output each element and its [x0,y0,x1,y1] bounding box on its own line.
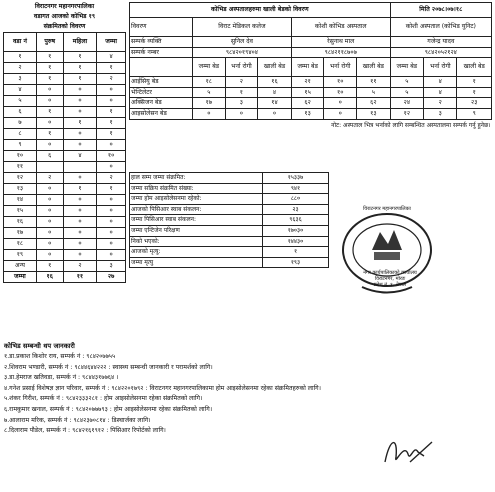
summary-row [130,215,329,226]
ward-col-header: जम्मा [97,33,126,52]
ward-col-header: पुरुष [36,33,63,52]
ward-cell: १ [63,63,97,74]
ward-row [4,96,126,107]
summary-value: २३ [263,204,329,215]
contact-item: ४.गनेश प्रसाई विशेषज्ञ ज्ञान परिवार, सम्पर्क नं : ९८४२२०१७९२ : विराटनगर महानगरपालिकामा होम आइसोलेसनमा रहेका संक्रमितहरुको लागि। [4,384,322,392]
detail-header: विवरण [130,18,193,37]
ward-cell: ० [36,85,63,96]
bed-count: १ [457,87,492,98]
ward-row [4,250,126,261]
bed-subheader: खाली बेड [357,58,391,77]
bed-count: १ [457,77,492,88]
ward-title-line3: संक्रमितको विवरण [43,23,86,30]
ward-title-line2: वडागत आजको कोभिड १९ [33,13,96,20]
hospital-name: कोशी अस्पताल (कोभिड युनिट) [390,18,491,37]
bed-count: ५ [193,87,226,98]
ward-cell: अन्य [4,261,37,272]
ward-row [4,118,126,129]
ward-cell: १ [97,129,126,140]
summary-container [129,172,329,268]
bed-count: ४ [258,87,292,98]
ward-cell: २ [63,261,97,272]
ward-cell: ० [36,140,63,151]
stamp-text [350,270,430,288]
summary-row [130,194,329,205]
ward-cell: ० [63,217,97,228]
summary-value: ९६३६ [263,215,329,226]
stamp-line: नगर कार्यपालिकाको कार्यालय [363,270,417,276]
ward-cell: १ [36,52,63,63]
ward-cell: १ [63,118,97,129]
ward-total-cell: जम्मा [4,272,37,283]
bed-count: १३ [357,108,391,119]
ward-cell [63,162,97,173]
summary-label: आजको पिसिआर स्वाब संकलन: [130,204,263,215]
summary-label: जम्मा मृत्यु [130,257,263,268]
ward-cell: ० [97,162,126,173]
ward-cell: ० [63,173,97,184]
contacts-list [4,352,492,437]
bed-type-label: आइसोलेसन बेड [130,108,193,119]
ward-cell: ० [97,96,126,107]
bed-count: १८ [193,77,226,88]
ward-cell: १ [36,261,63,272]
bed-count: ० [225,108,258,119]
summary-value: ८८० [263,194,329,205]
contact-item: ३.डा.हेमराज खतिवडा, सम्पर्क नं : ९८४४३१७७६४ । [4,374,119,382]
ward-cell: १ [36,63,63,74]
ward-cell: २ [4,63,37,74]
bed-subheader: खाली बेड [258,58,292,77]
contacts-title: कोभिड सम्बन्धी थप जानकारी [4,342,75,350]
bed-count: ० [258,108,292,119]
stamp-top-text: विराटनगर महानगरपालिका [363,206,411,212]
ward-row [4,206,126,217]
bed-count: ६२ [357,98,391,109]
contact-item: २.शिवराम भण्डारी, सम्पर्क नं : ९८४४६४४२२२ : स्वास्थ्य सम्बन्धी जानकारी र परामर्शको लागि। [4,363,213,371]
hospital-table-container [129,2,492,132]
contact-number: ९८४२११८७०७ [291,47,390,58]
ward-cell: १५ [4,206,37,217]
summary-table [129,172,329,268]
ward-cell: ० [63,206,97,217]
summary-row [130,204,329,215]
ward-cell: ० [36,217,63,228]
ward-cell: ५ [4,96,37,107]
ward-cell: २ [97,74,126,85]
hospital-table [129,2,492,132]
summary-label: जम्मा सक्रिय संक्रमित संख्या: [130,183,263,194]
ward-cell: ० [97,228,126,239]
ward-col-header: वडा नं [4,33,37,52]
ward-cell: ० [36,239,63,250]
ward-cell: ० [36,118,63,129]
ward-cell: ७ [4,118,37,129]
ward-cell: २ [36,173,63,184]
contact-person: रेसुनाथ माल [291,37,390,48]
bed-subheader: भर्ना रोगी [424,58,457,77]
bed-type-label: अक्सिजन बेड [130,98,193,109]
ward-cell: ३ [97,261,126,272]
bed-count: ४ [424,87,457,98]
summary-label: आजको मृत्यु: [130,247,263,258]
ward-cell: १ [4,52,37,63]
ward-cell: १ [97,184,126,195]
bed-subheader: खाली बेड [457,58,492,77]
ward-cell: ४ [97,52,126,63]
ward-total-cell: २७ [97,272,126,283]
ward-cell: ९ [4,140,37,151]
contact-number: ९८४२०१९४०४ [193,47,292,58]
ward-row [4,173,126,184]
ward-row [4,184,126,195]
ward-cell: ० [63,96,97,107]
ward-row [4,85,126,96]
summary-label: जम्मा पिसिआर स्वाब संकलन: [130,215,263,226]
summary-value: १४४३० [263,236,329,247]
ward-col-header: महिला [63,33,97,52]
ward-cell: ८ [4,129,37,140]
bed-type-label: भेन्टिलेटर [130,87,193,98]
bed-count: १७ [193,98,226,109]
bed-count: १ [225,87,258,98]
bed-count: १३ [291,108,324,119]
ward-cell: ० [36,250,63,261]
bed-count: ० [324,108,357,119]
ward-cell: ० [97,195,126,206]
stamp-line: प्रदेश नं. १, नेपाल [373,282,407,288]
ward-row [4,239,126,250]
summary-row [130,236,329,247]
ward-row [4,140,126,151]
bed-count: २ [225,77,258,88]
bed-row [130,98,492,109]
ward-cell: ४ [4,85,37,96]
ward-title-line1: विराटनगर महानगरपालिका [34,3,95,10]
summary-value: १७०३० [263,225,329,236]
ward-cell: ३ [4,74,37,85]
ward-table-title [4,2,126,33]
ward-cell: ० [63,107,97,118]
contact-item: १.डा.प्रकाश किशोर राय, सम्पर्क नं : ९८४२०७७५५ [4,353,116,360]
ward-table [3,2,126,283]
ward-row [4,217,126,228]
ward-cell: ४ [63,151,97,162]
ward-cell: ० [63,85,97,96]
summary-label: जम्मा होम आइसोलेसनमा रहेको: [130,194,263,205]
bed-count: ० [193,108,226,119]
ward-cell: ० [97,250,126,261]
contact-person-label: सम्पर्क व्यक्ति [130,37,193,48]
ward-cell: ६ [36,151,63,162]
ward-cell: १२ [4,173,37,184]
summary-value: १ [263,247,329,258]
bed-count: ५ [357,87,391,98]
contact-item: ७.आलाराम मरिक, सम्पर्क नं : ९८४२३७०८१४ : डिस्चार्जका लागि। [4,416,151,424]
bed-count: ५ [390,87,423,98]
contact-number-label: सम्पर्क नम्बर [130,47,193,58]
contact-person: सुनिल देव [193,37,292,48]
bed-row [130,87,492,98]
contact-item: ८.दिलाराम पौडेल, सम्पर्क नं : ९८४२१६१९१२ : पिसिआर रिपोर्टको लागि। [4,427,166,435]
summary-row [130,173,329,184]
ward-cell: ० [63,140,97,151]
contact-number: ९८४२०५२१२४ [390,47,491,58]
bed-count: २४ [390,98,423,109]
bed-count: १० [324,77,357,88]
ward-cell: १ [63,184,97,195]
ward-row [4,74,126,85]
ward-cell: ० [36,195,63,206]
bed-count: ४ [424,77,457,88]
summary-value: ९४१ [263,183,329,194]
ward-cell: १ [36,129,63,140]
bed-count: ११ [357,77,391,88]
bed-row [130,77,492,88]
contact-item: ६.रामकुमार खनाल, सम्पर्क नं : ९८४२०७७७९३ : होम आइसोलेसनमा रहेका संक्रमितको लागि। [4,405,213,413]
summary-value: १५३३७ [263,173,329,184]
report-date: मिति २०७८।०७।१८ [390,3,491,18]
ward-cell: २ [97,173,126,184]
summary-row [130,183,329,194]
subheader-blank [130,58,193,77]
contact-person: गजेन्द्र यादव [390,37,491,48]
ward-cell: १० [4,151,37,162]
signature-graphic [380,432,440,472]
bed-count: २ [424,98,457,109]
ward-row [4,63,126,74]
ward-cell: १७ [4,228,37,239]
ward-cell: १ [97,118,126,129]
ward-cell: ० [63,195,97,206]
bed-subheader: भर्ना रोगी [225,58,258,77]
ward-row [4,195,126,206]
bed-count: ६२ [291,98,324,109]
bed-type-label: आईसियु बेड [130,77,193,88]
ward-cell: १० [97,151,126,162]
ward-cell: ० [36,228,63,239]
summary-row [130,247,329,258]
bed-count: ३ [424,108,457,119]
stamp-line: विराटनगर, मोरङ [374,276,406,282]
ward-cell [36,162,63,173]
ward-row [4,107,126,118]
ward-total-cell: १६ [36,272,63,283]
signature [380,432,440,476]
ward-cell: ० [36,206,63,217]
ward-cell: ० [63,129,97,140]
ward-row [4,162,126,173]
ward-cell: १ [97,107,126,118]
ward-cell: ११ [4,162,37,173]
summary-row [130,225,329,236]
ward-row [4,261,126,272]
bed-count: ३ [225,98,258,109]
bed-count: ९ [457,108,492,119]
ward-cell: ० [97,140,126,151]
contact-item: ५.शंकर गिरीश, सम्पर्क नं : ९८४२३३३२८१ : होम आइसोलेसनमा रहेका संक्रमितको लागि। [4,395,203,403]
bed-count: १६ [258,77,292,88]
ward-row [4,52,126,63]
ward-cell: ० [97,85,126,96]
summary-label: निको भएको: [130,236,263,247]
ward-cell: ० [97,217,126,228]
ward-total-cell: ११ [63,272,97,283]
ward-cell: १ [63,74,97,85]
ward-cell: १ [63,52,97,63]
bed-subheader: जम्मा बेड [390,58,423,77]
bed-count: २१ [291,77,324,88]
ward-cell: १३ [4,184,37,195]
ward-cell: १८ [4,239,37,250]
ward-table-container [3,2,126,283]
bed-count: १४ [258,98,292,109]
bed-subheader: भर्ना रोगी [324,58,357,77]
ward-cell: ० [36,184,63,195]
ward-cell: ० [63,228,97,239]
bed-count: १२ [390,108,423,119]
bed-subheader: जम्मा बेड [193,58,226,77]
ward-cell: १६ [4,217,37,228]
bed-count: १५ [291,87,324,98]
summary-label: जम्मा एन्टिजेन परिक्षण [130,225,263,236]
hospital-name: कोशी कोभिड अस्पताल [291,18,390,37]
bed-row [130,108,492,119]
ward-cell: ० [63,239,97,250]
hospital-name: विराट मेडिकल कलेज [193,18,292,37]
bed-count: ० [324,98,357,109]
ward-cell: १९ [4,250,37,261]
ward-cell: ० [63,250,97,261]
ward-cell: ० [97,206,126,217]
bed-count: १० [324,87,357,98]
bed-count: २३ [457,98,492,109]
summary-label: हाल सम्म जम्मा संक्रमित: [130,173,263,184]
hospital-table-title: कोभिड अस्पतालहरुमा खाली बेडको विवरण [130,3,391,18]
summary-value: १९३ [263,257,329,268]
official-stamp [332,202,442,302]
contacts-section [4,341,492,437]
ward-cell: १४ [4,195,37,206]
ward-cell: ० [97,239,126,250]
ward-row [4,129,126,140]
ward-cell: ० [36,96,63,107]
bed-subheader: जम्मा बेड [291,58,324,77]
ward-cell: १ [36,107,63,118]
ward-cell: ६ [4,107,37,118]
ward-row [4,151,126,162]
bed-count: ५ [390,77,423,88]
ward-cell: १ [36,74,63,85]
hospital-note: नोट: अस्पताल भित्र भर्नाको लागि सम्बन्धित अस्पतालमा सम्पर्क गर्नु हुनेछ। [331,121,491,129]
summary-row [130,257,329,268]
ward-cell: १ [97,63,126,74]
ward-row [4,228,126,239]
